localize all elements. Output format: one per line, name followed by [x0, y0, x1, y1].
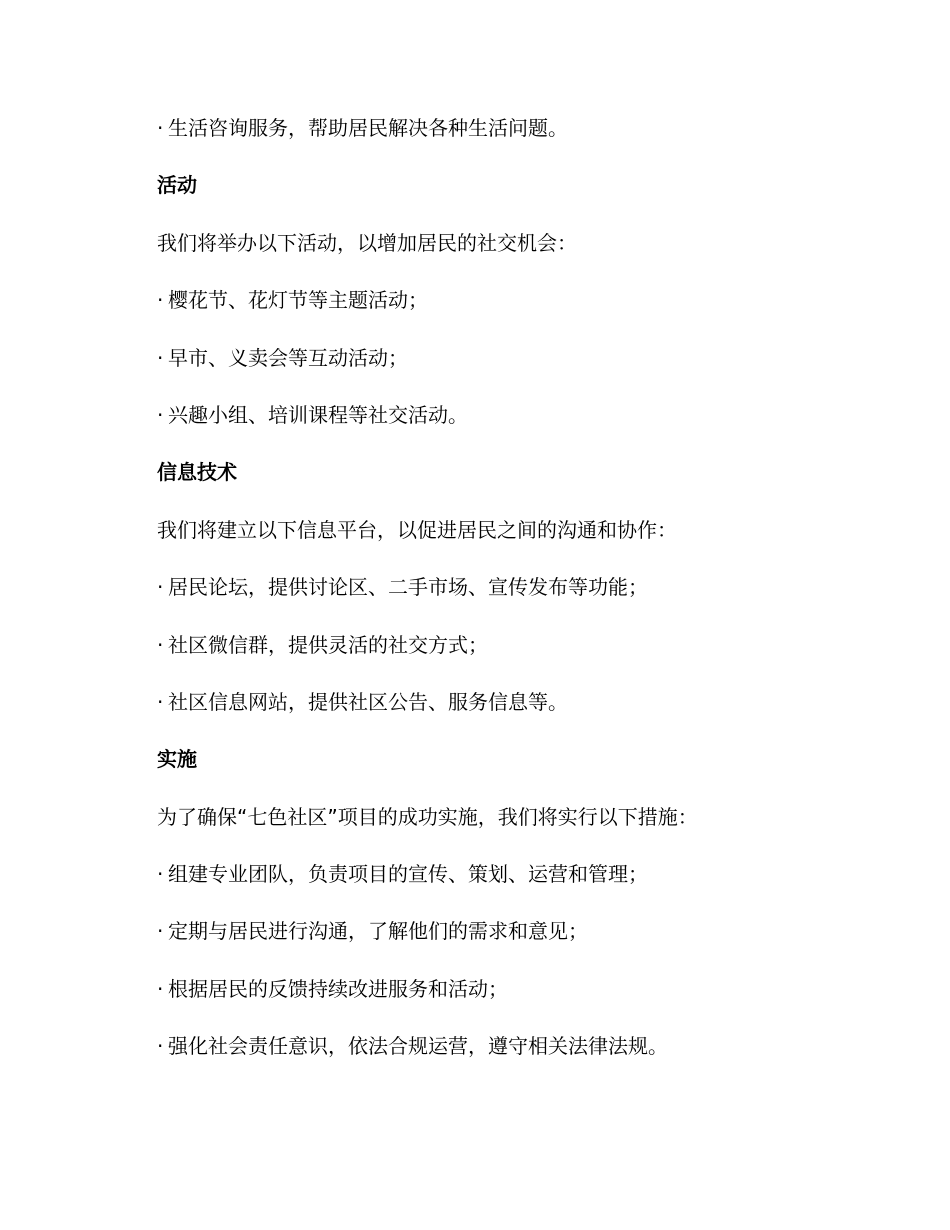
bullet-item [157, 859, 857, 889]
bullet-mark: · [157, 1034, 164, 1059]
bullet-mark: · [157, 632, 164, 657]
bullet-item [157, 400, 857, 430]
bullet-text: 早市、义卖会等互动活动； [168, 345, 408, 370]
bullet-mark: · [157, 575, 164, 600]
bullet-text: 樱花节、花灯节等主题活动； [168, 288, 428, 313]
bullet-text: 根据居民的反馈持续改进服务和活动； [168, 976, 508, 1001]
paragraph: 为了确保“七色社区”项目的成功实施，我们将实行以下措施： [157, 804, 698, 829]
bullet-text: 居民论坛，提供讨论区、二手市场、宣传发布等功能； [168, 575, 648, 600]
section-heading-activities: 活动 [157, 173, 197, 198]
bullet-item [157, 1031, 857, 1061]
bullet-text: 强化社会责任意识，依法合规运营，遵守相关法律法规。 [168, 1034, 668, 1059]
bullet-item [157, 285, 857, 315]
bullet-item [157, 572, 857, 602]
bullet-mark: · [157, 116, 164, 140]
bullet-item [157, 630, 857, 660]
bullet-item [157, 974, 857, 1004]
bullet-item [157, 343, 857, 373]
paragraph: 我们将举办以下活动，以增加居民的社交机会： [157, 230, 577, 255]
bullet-item [157, 916, 857, 946]
bullet-mark: · [157, 288, 164, 313]
bullet-item [157, 687, 857, 717]
bullet-text: 兴趣小组、培训课程等社交活动。 [168, 402, 468, 427]
section-heading-implementation: 实施 [157, 747, 197, 772]
bullet-mark: · [157, 919, 164, 944]
bullet-text: 组建专业团队，负责项目的宣传、策划、运营和管理； [168, 862, 648, 887]
bullet-mark: · [157, 345, 164, 370]
document-body [157, 113, 857, 1089]
bullet-mark: · [157, 862, 164, 887]
bullet-text: 社区微信群，提供灵活的社交方式； [168, 632, 488, 657]
bullet-text: 社区信息网站，提供社区公告、服务信息等。 [168, 689, 568, 714]
section-heading-it: 信息技术 [157, 460, 237, 485]
bullet-mark: · [157, 402, 164, 427]
paragraph: 我们将建立以下信息平台，以促进居民之间的沟通和协作： [157, 517, 677, 542]
bullet-mark: · [157, 976, 164, 1001]
bullet-text: 定期与居民进行沟通，了解他们的需求和意见； [168, 919, 588, 944]
bullet-item [157, 113, 857, 143]
bullet-text: 生活咨询服务，帮助居民解决各种生活问题。 [168, 116, 568, 140]
bullet-mark: · [157, 689, 164, 714]
